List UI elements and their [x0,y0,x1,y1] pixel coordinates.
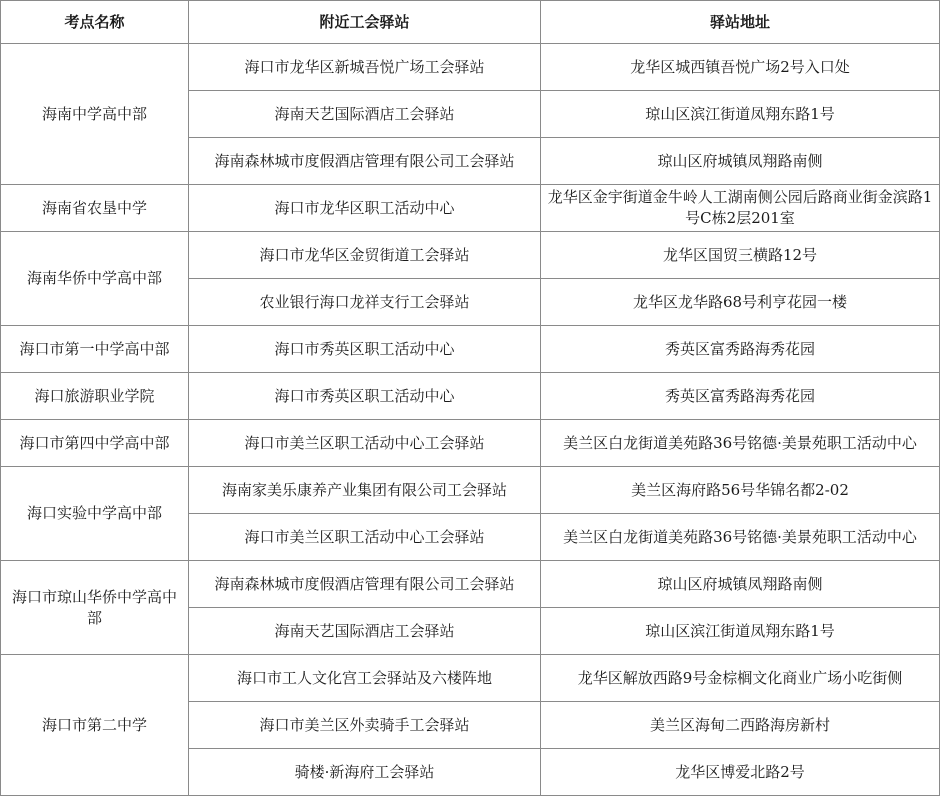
header-row [1,1,940,44]
station-cell: 海南家美乐康养产业集团有限公司工会驿站 [189,467,541,514]
table-row [1,326,940,373]
address-cell: 琼山区府城镇凤翔路南侧 [541,138,940,185]
table-row [1,561,940,608]
address-cell: 秀英区富秀路海秀花园 [541,326,940,373]
school-cell: 海南中学高中部 [1,44,189,185]
station-cell: 海口市美兰区外卖骑手工会驿站 [189,702,541,749]
table-row [1,44,940,91]
station-cell: 海口市龙华区金贸街道工会驿站 [189,232,541,279]
table-row [1,467,940,514]
address-cell: 美兰区海府路56号华锦名都2-02 [541,467,940,514]
address-cell: 龙华区国贸三横路12号 [541,232,940,279]
station-cell: 骑楼·新海府工会驿站 [189,749,541,796]
school-cell: 海口市第一中学高中部 [1,326,189,373]
school-cell: 海口市第四中学高中部 [1,420,189,467]
table-row [1,420,940,467]
school-cell: 海南省农垦中学 [1,185,189,232]
address-cell: 琼山区滨江街道凤翔东路1号 [541,91,940,138]
station-cell: 海南天艺国际酒店工会驿站 [189,91,541,138]
table-row [1,655,940,702]
station-cell: 农业银行海口龙祥支行工会驿站 [189,279,541,326]
table-row [1,232,940,279]
school-cell: 海南华侨中学高中部 [1,232,189,326]
address-cell: 琼山区滨江街道凤翔东路1号 [541,608,940,655]
station-cell: 海南森林城市度假酒店管理有限公司工会驿站 [189,561,541,608]
header-school: 考点名称 [1,1,189,44]
table-row [1,373,940,420]
address-cell: 龙华区解放西路9号金棕榈文化商业广场小吃街侧 [541,655,940,702]
school-cell: 海口旅游职业学院 [1,373,189,420]
school-cell: 海口市琼山华侨中学高中部 [1,561,189,655]
station-cell: 海南天艺国际酒店工会驿站 [189,608,541,655]
school-cell: 海口市第二中学 [1,655,189,796]
header-station: 附近工会驿站 [189,1,541,44]
address-cell: 美兰区海甸二西路海房新村 [541,702,940,749]
station-cell: 海口市美兰区职工活动中心工会驿站 [189,420,541,467]
station-cell: 海南森林城市度假酒店管理有限公司工会驿站 [189,138,541,185]
address-cell: 龙华区龙华路68号利亨花园一楼 [541,279,940,326]
station-cell: 海口市美兰区职工活动中心工会驿站 [189,514,541,561]
address-cell: 龙华区金宇街道金牛岭人工湖南侧公园后路商业街金滨路1号C栋2层201室 [541,185,940,232]
school-cell: 海口实验中学高中部 [1,467,189,561]
address-cell: 美兰区白龙街道美苑路36号铭德·美景苑职工活动中心 [541,514,940,561]
station-cell: 海口市龙华区新城吾悦广场工会驿站 [189,44,541,91]
table-row [1,185,940,232]
header-address: 驿站地址 [541,1,940,44]
address-cell: 龙华区城西镇吾悦广场2号入口处 [541,44,940,91]
station-cell: 海口市秀英区职工活动中心 [189,373,541,420]
station-cell: 海口市秀英区职工活动中心 [189,326,541,373]
address-cell: 琼山区府城镇凤翔路南侧 [541,561,940,608]
station-cell: 海口市工人文化宫工会驿站及六楼阵地 [189,655,541,702]
address-cell: 龙华区博爱北路2号 [541,749,940,796]
station-cell: 海口市龙华区职工活动中心 [189,185,541,232]
address-cell: 美兰区白龙街道美苑路36号铭德·美景苑职工活动中心 [541,420,940,467]
address-cell: 秀英区富秀路海秀花园 [541,373,940,420]
